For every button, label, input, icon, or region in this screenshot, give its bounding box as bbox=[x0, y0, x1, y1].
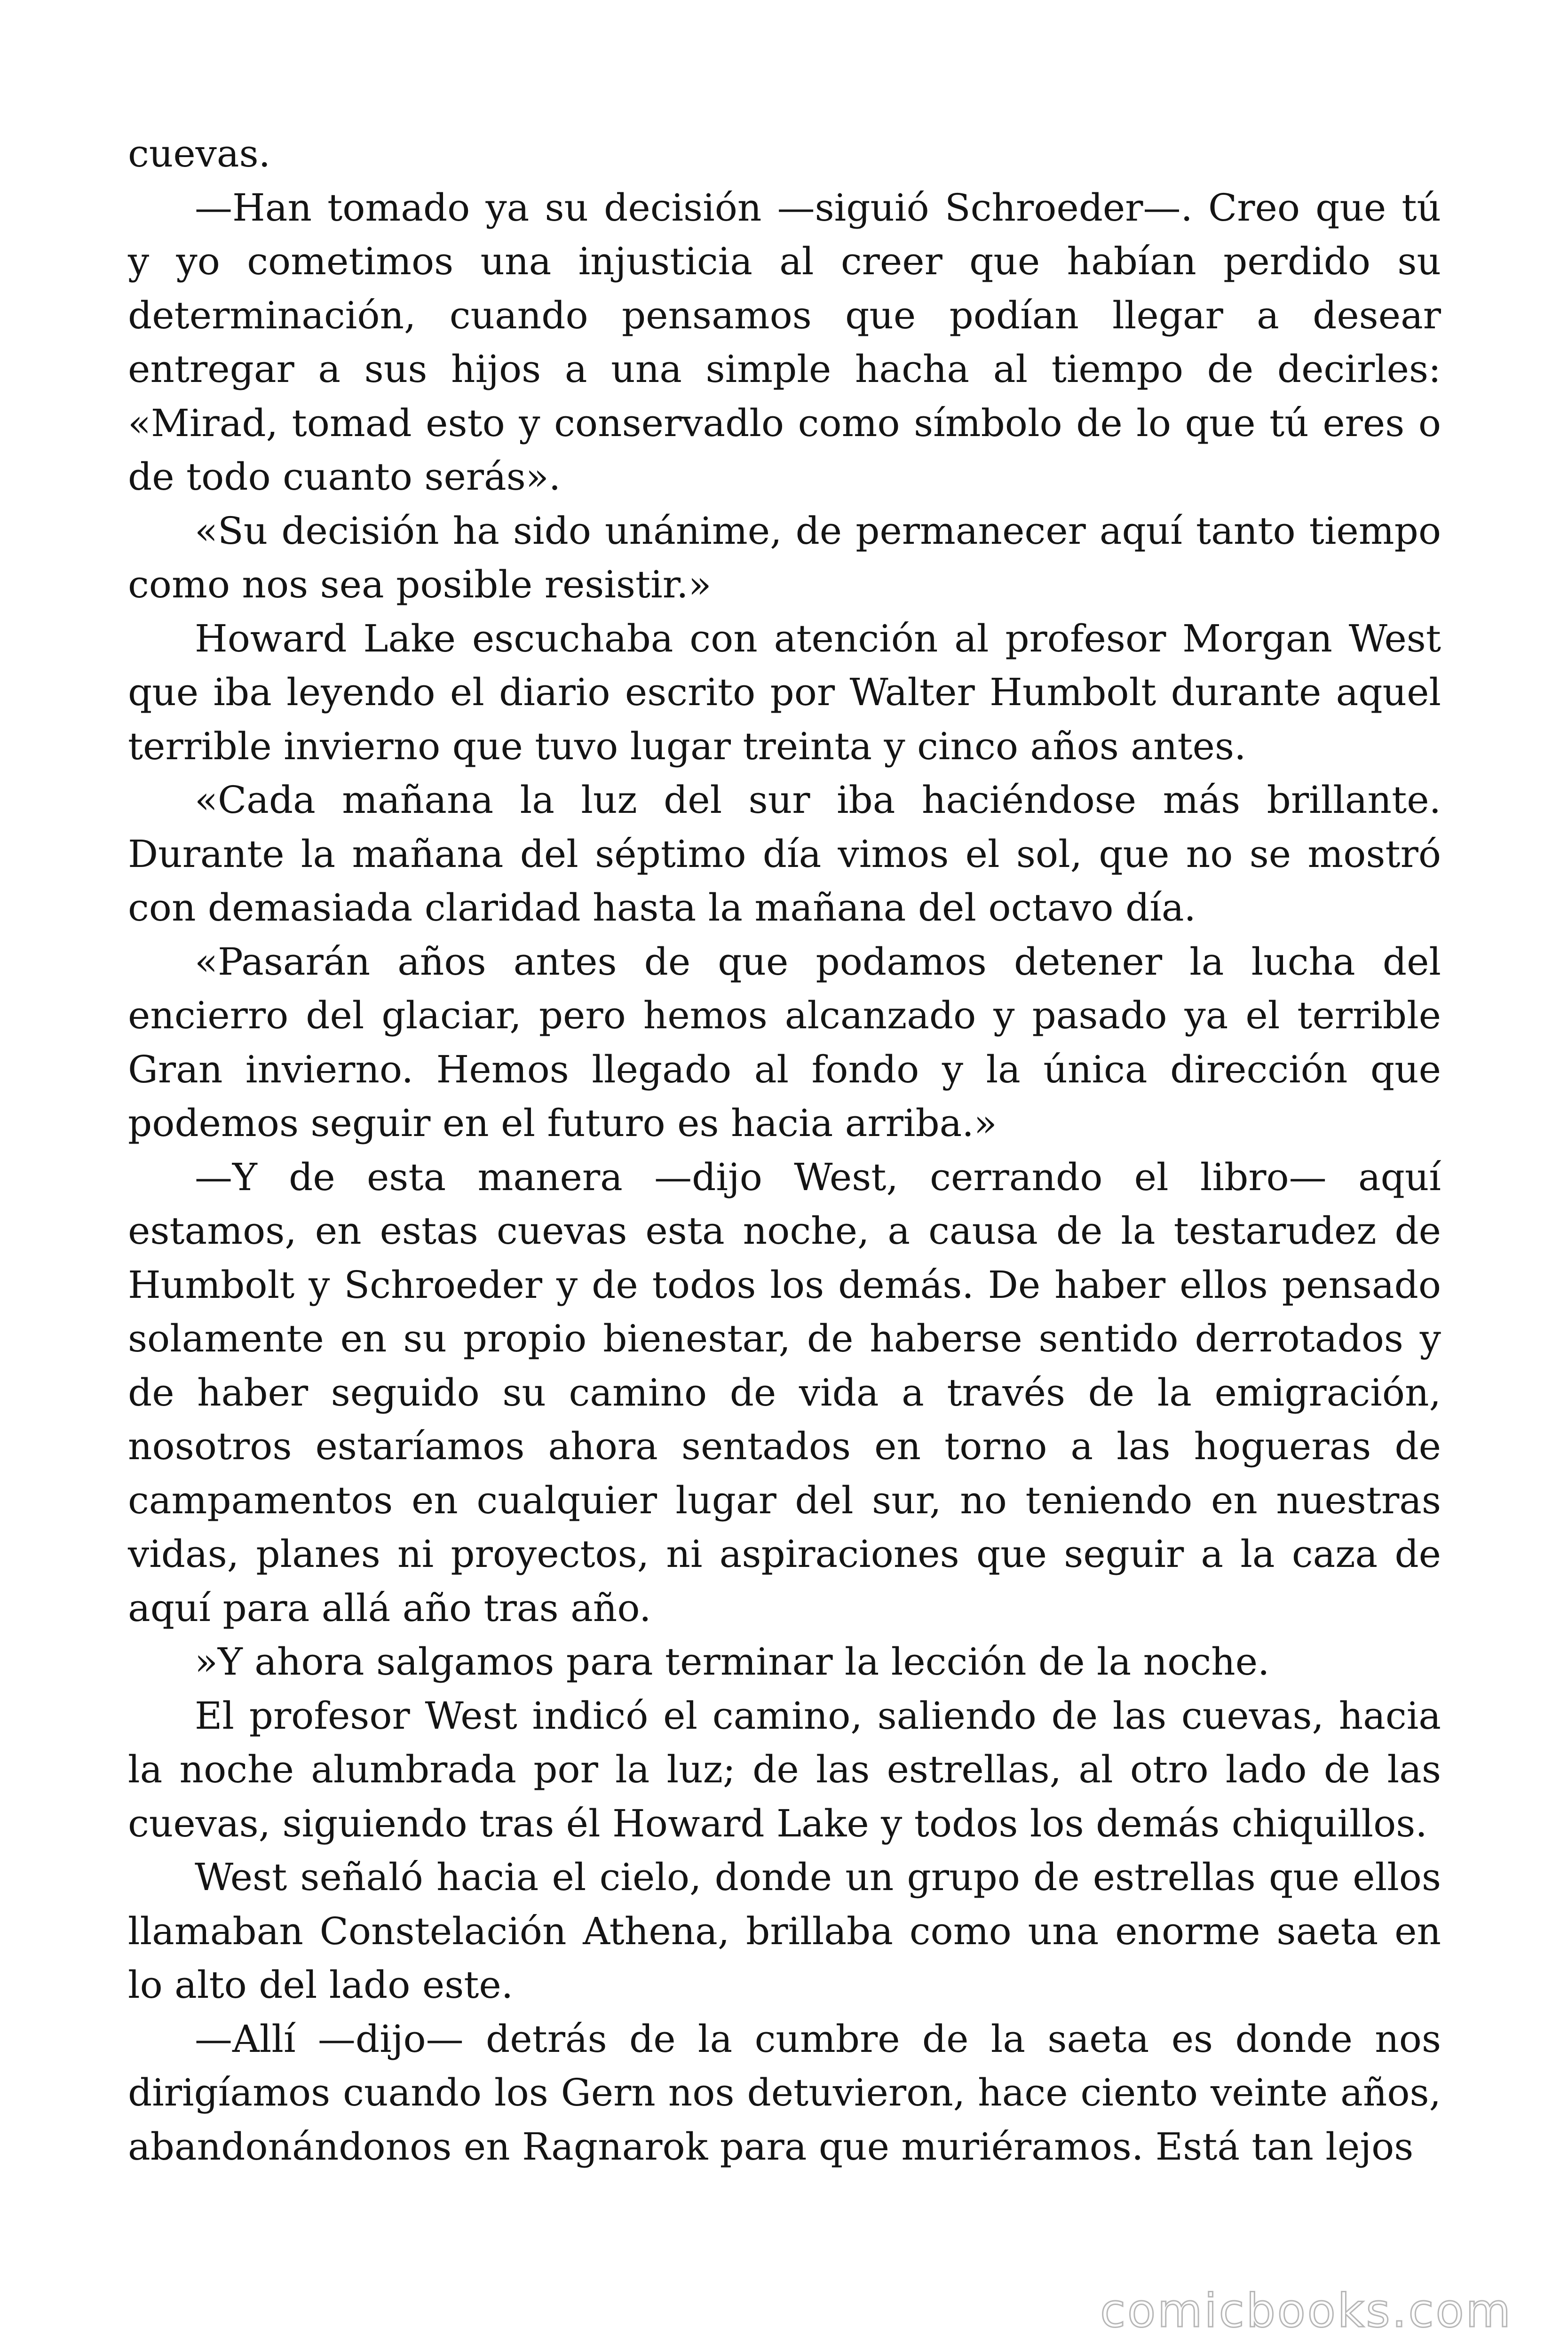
watermark-text: comicbooks.com bbox=[1100, 2284, 1513, 2338]
page-body bbox=[128, 127, 1441, 2174]
paragraph-11: —Allí —dijo— detrás de la cumbre de la saeta es donde nos dirigíamos cuando los Gern nos detuvieron, hace ciento veinte años, abandonándonos en Ragnarok para que muriéramos. Está tan lejos bbox=[128, 2017, 1441, 2169]
paragraph-2: —Han tomado ya su decisión —siguió Schroeder—. Creo que tú y yo cometimos una injusticia al creer que habían perdido su determinación, cuando pensamos que podían llegar a desear entregar a sus hijos a una simple hacha al tiempo de decirles: «Mirad, tomad esto y conservadlo como símbolo de lo que tú eres o de todo cuanto serás». bbox=[128, 185, 1441, 499]
paragraph-8: »Y ahora salgamos para terminar la lección de la noche. bbox=[195, 1640, 1270, 1684]
paragraph-10: West señaló hacia el cielo, donde un grupo de estrellas que ellos llamaban Constelación Athena, brillaba como una enorme saeta en lo alto del lado este. bbox=[128, 1855, 1441, 2007]
paragraph-7: —Y de esta manera —dijo West, cerrando el libro— aquí estamos, en estas cuevas esta noche, a causa de la testarudez de Humbolt y Schroeder y de todos los demás. De haber ellos pensado solamente en su propio bienestar, de haberse sentido derrotados y de haber seguido su camino de vida a través de la emigración, nosotros estaríamos ahora sentados en torno a las hogueras de campamentos en cualquier lugar del sur, no teniendo en nuestras vidas, planes ni proyectos, ni aspiraciones que seguir a la caza de aquí para allá año tras año. bbox=[128, 1155, 1441, 1630]
paragraph-3: «Su decisión ha sido unánime, de permanecer aquí tanto tiempo como nos sea posible resistir.» bbox=[128, 509, 1441, 606]
paragraph-4: Howard Lake escuchaba con atención al profesor Morgan West que iba leyendo el diario escrito por Walter Humbolt durante aquel terrible invierno que tuvo lugar treinta y cinco años antes. bbox=[128, 616, 1441, 768]
paragraph-1: cuevas. bbox=[128, 132, 271, 175]
paragraph-6: «Pasarán años antes de que podamos detener la lucha del encierro del glaciar, pero hemos alcanzado y pasado ya el terrible Gran invierno. Hemos llegado al fondo y la única dirección que podemos seguir en el futuro es hacia arriba.» bbox=[128, 939, 1441, 1145]
paragraph-9: El profesor West indicó el camino, saliendo de las cuevas, hacia la noche alumbrada por la luz; de las estrellas, al otro lado de las cuevas, siguiendo tras él Howard Lake y todos los demás chiquillos. bbox=[128, 1693, 1441, 1845]
paragraph-5: «Cada mañana la luz del sur iba haciéndose más brillante. Durante la mañana del séptimo día vimos el sol, que no se mostró con demasiada claridad hasta la mañana del octavo día. bbox=[128, 778, 1441, 930]
